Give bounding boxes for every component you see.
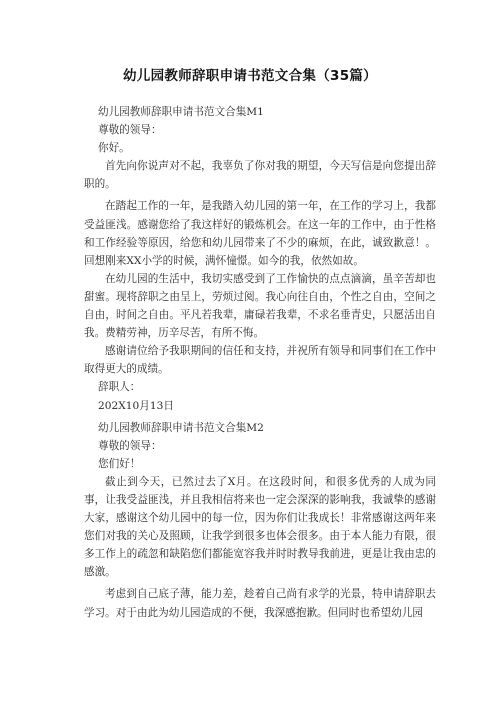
greeting: 你好。 bbox=[98, 142, 130, 155]
document-body bbox=[84, 103, 436, 622]
paragraph: 在幼儿园的生活中，我切实感受到了工作愉快的点点滴滴，虽辛苦却也甜蜜。现将辞职之由呈上，劳烦过阅。我心向往自由，个性之自由，空间之自由，时间之自由。平凡若我辈，庸碌若我辈，不求名垂青史，只愿活出自我。费精劳神，历辛尽苦，有所不悔。 bbox=[84, 272, 436, 340]
signature: 辞职人： bbox=[98, 381, 141, 394]
paragraph: 首先向你说声对不起，我辜负了你对我的期望，今天写信是向您提出辞职的。 bbox=[84, 160, 436, 191]
paragraph: 感谢请位给予我职期间的信任和支持，并祝所有领导和同事们在工作中取得更大的成绩。 bbox=[84, 345, 436, 376]
section-heading: 幼儿园教师辞职申请书范文合集M2 bbox=[98, 421, 264, 434]
document-title: 幼儿园教师辞职申请书范文合集（35篇） bbox=[123, 68, 377, 84]
salutation: 尊敬的领导： bbox=[98, 439, 162, 452]
greeting: 您们好！ bbox=[98, 457, 141, 470]
paragraph: 在踏起工作的一年，是我踏入幼儿园的第一年，在工作的学习上，我都受益匪浅。感谢您给了我这样好的锻炼机会。在这一年的工作中，由于性格和工作经验等原因，给您和幼儿园带来了不少的麻烦，在此，诚致歉意！。回想刚来XX小学的时候，满怀憧憬。如今的我，依然如故。 bbox=[84, 200, 436, 267]
section-heading: 幼儿园教师辞职申请书范文合集M1 bbox=[98, 106, 264, 118]
paragraph: 考虑到自己底子薄，能力差，趁着自己尚有求学的光景，特申请辞职去学习。对于由此为幼儿园造成的不便，我深感抱歉。但同时也希望幼儿园 bbox=[84, 588, 436, 619]
paragraph: 截止到今天，已然过去了X月。在这段时间，和很多优秀的人成为同事，让我受益匪浅，并且我相信将来也一定会深深的影响我，我诚挚的感谢大家，感谢这个幼儿园中的每一位，因为你们让我成长！非常感谢这两年来您们对我的关心及照顾，让我学到很多也体会很多。由于本人能力有限，很多工作上的疏忽和缺陷您们都能宽容我并时时教导我前进，更是让我由忠的感激。 bbox=[84, 475, 436, 579]
date: 202X10月13日 bbox=[98, 399, 174, 412]
salutation: 尊敬的领导： bbox=[98, 124, 162, 137]
